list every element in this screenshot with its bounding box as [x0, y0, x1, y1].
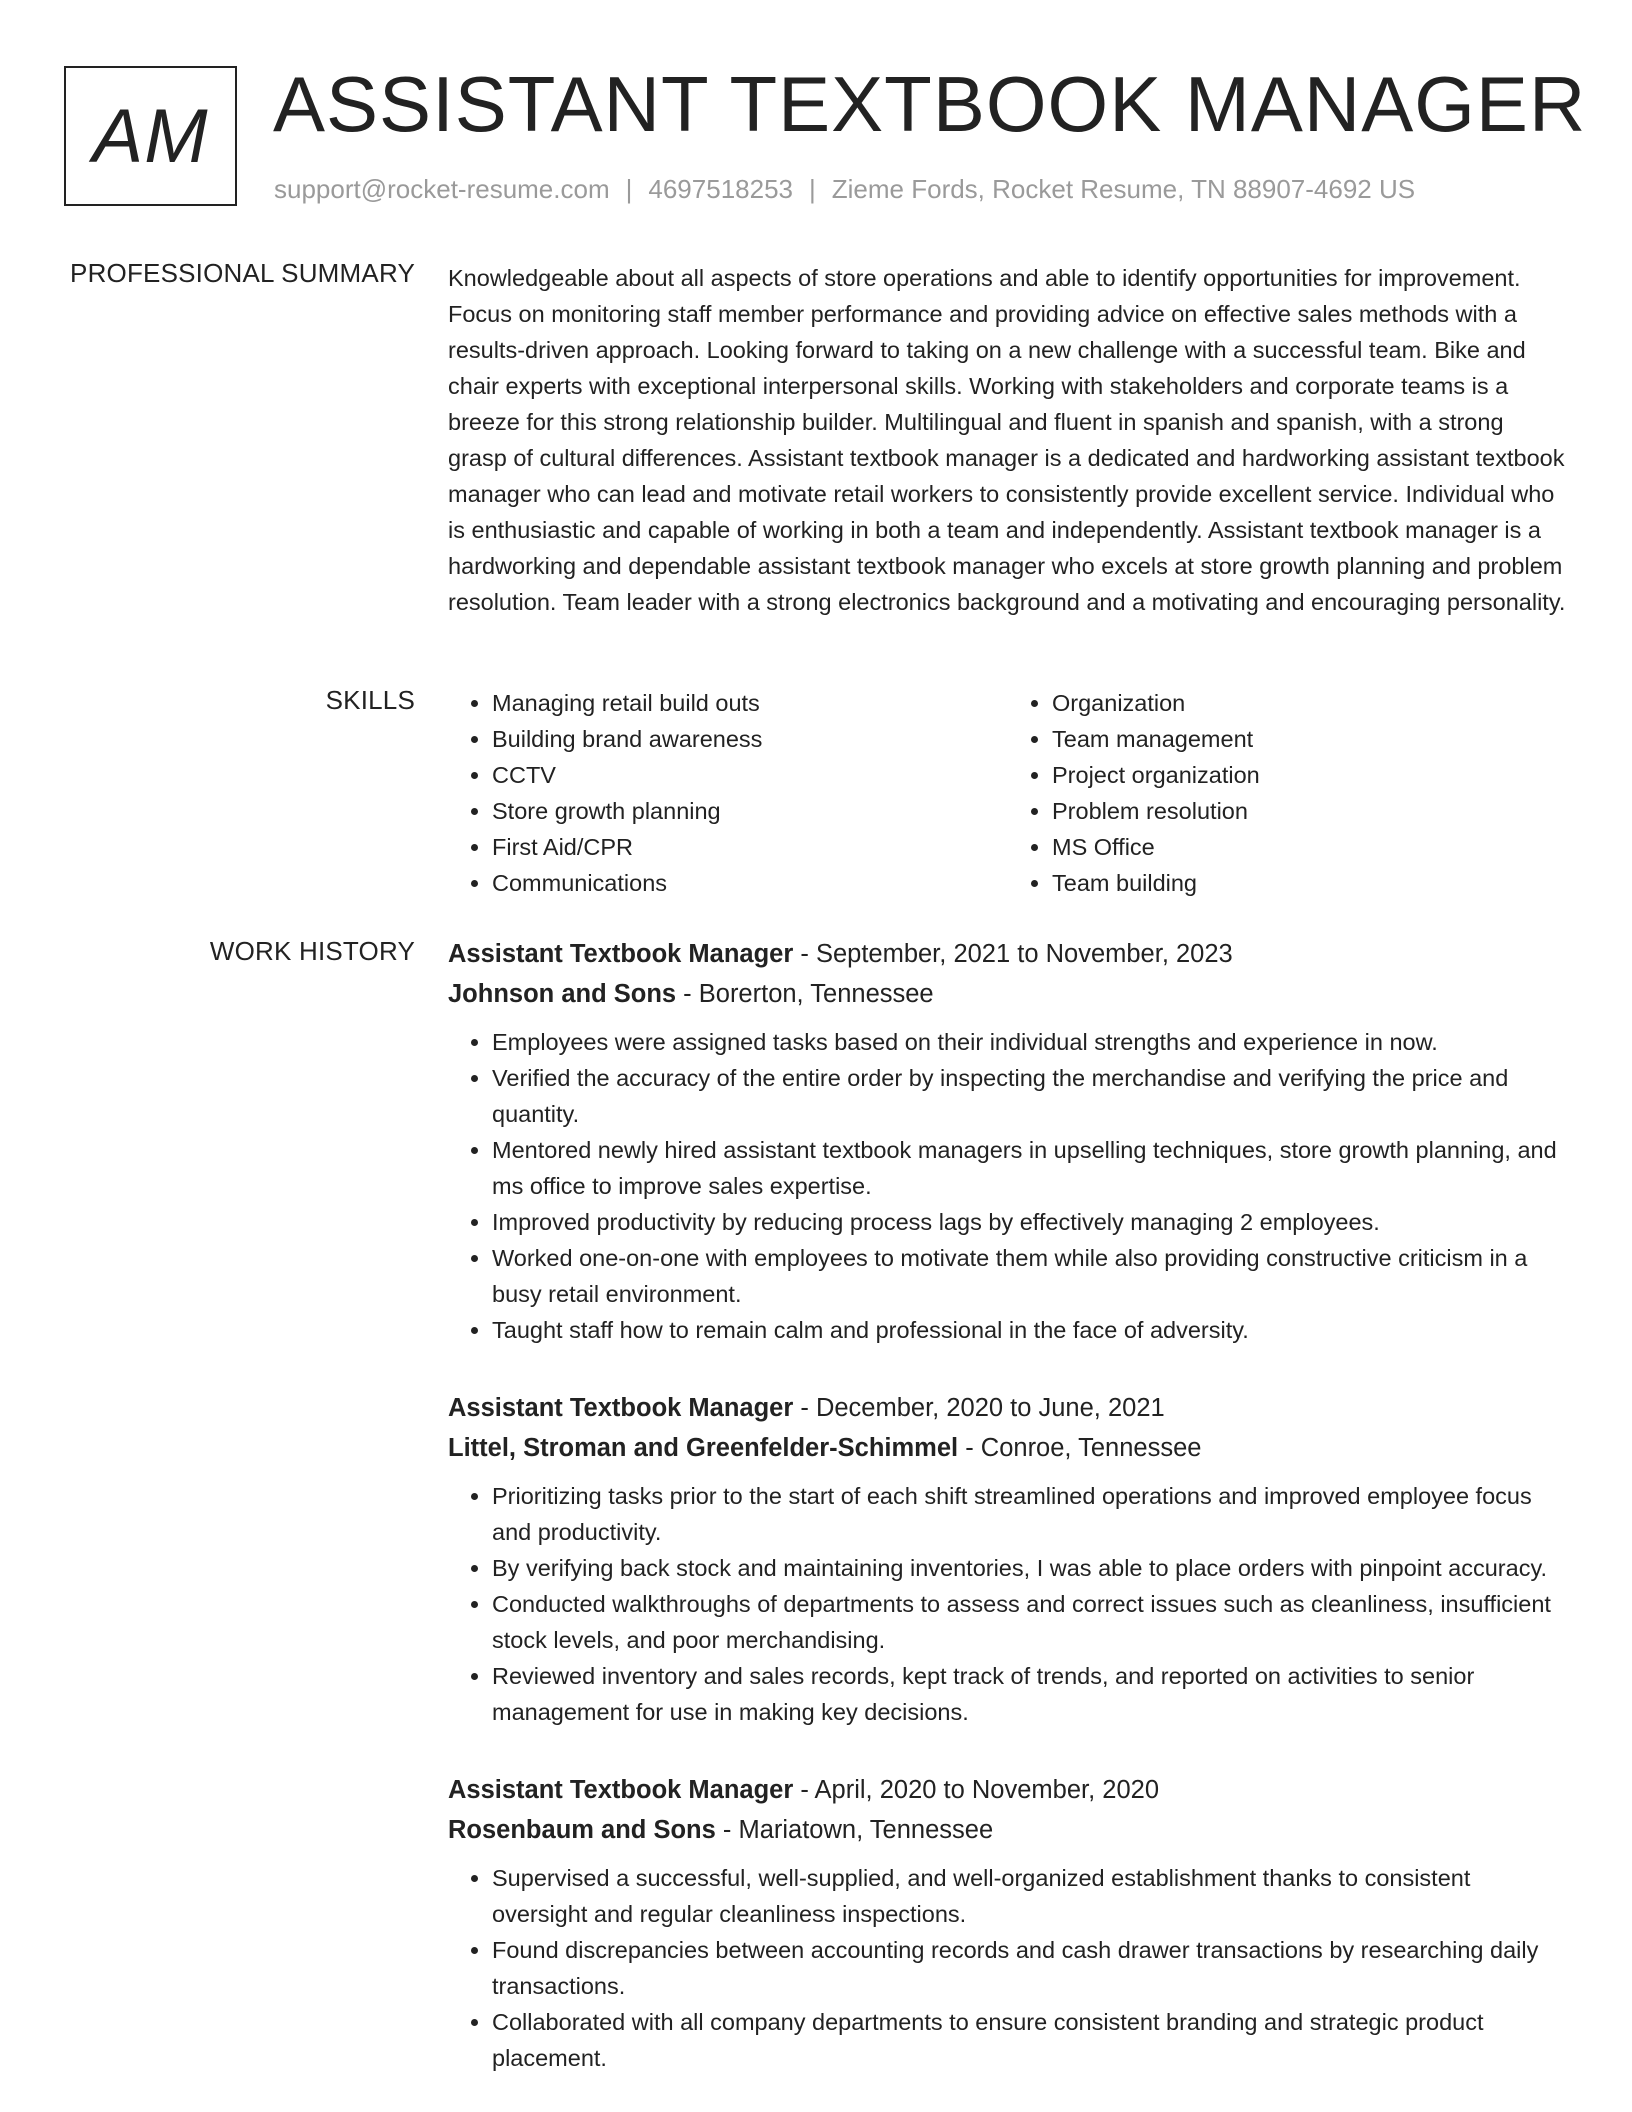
job-dates: - April, 2020 to November, 2020 [793, 1776, 1159, 1804]
job-bullet-item: • Reviewed inventory and sales records, kept track of trends, and reported on activities to senior management for use in making key decisions. [492, 1658, 1568, 1730]
job-bullet-item: • Mentored newly hired assistant textbook managers in upselling techniques, store growth planning, and ms office to improve sales expertise. [492, 1132, 1568, 1204]
job-company: Johnson and Sons [448, 980, 677, 1008]
job-bullet-item: • Prioritizing tasks prior to the start of each shift streamlined operations and improved employee focus and productivity. [492, 1478, 1568, 1550]
monogram-box [64, 66, 237, 206]
skill-item: • Communications [492, 865, 1008, 901]
skill-item: • Store growth planning [492, 793, 1008, 829]
job-company-line [448, 974, 1568, 1014]
contact-separator: | [625, 174, 633, 204]
skills-body [448, 685, 1568, 901]
job-title: Assistant Textbook Manager [448, 1776, 794, 1804]
job-company-line [448, 1428, 1568, 1468]
job-bullet-item: • Conducted walkthroughs of departments to assess and correct issues such as cleanliness, insufficient stock levels, and poor merchandising. [492, 1586, 1568, 1658]
job-bullet-item: • Improved productivity by reducing process lags by effectively managing 2 employees. [492, 1204, 1568, 1240]
job-location: - Mariatown, Tennessee [715, 1816, 994, 1844]
monogram-initials: AM [92, 93, 209, 179]
job-company: Littel, Stroman and Greenfelder-Schimmel [448, 1434, 959, 1462]
summary-body [448, 260, 1568, 620]
job-entry [448, 1388, 1568, 1730]
job-bullet-item: • By verifying back stock and maintaining inventories, I was able to place orders with pinpoint accuracy. [492, 1550, 1568, 1586]
skills-list-left [448, 685, 1008, 901]
contact-address: Zieme Fords, Rocket Resume, TN 88907-4692 US [831, 174, 1416, 204]
contact-email: support@rocket-resume.com [274, 174, 610, 204]
summary-paragraph: Knowledgeable about all aspects of store operations and able to identify opportunities for improvement. Focus on monitoring staff member performance and providing advice on effective sales methods with a results-driven approach. Looking forward to taking on a new challenge with a successful team. Bike and chair experts with exceptional interpersonal skills. Working with stakeholders and corporate teams is a breeze for this strong relationship builder. Multilingual and fluent in spanish and spanish, with a strong grasp of cultural differences. Assistant textbook manager is a dedicated and hardworking assistant textbook manager who can lead and motivate retail workers to consistently provide excellent service. Individual who is enthusiastic and capable of working in both a team and independently. Assistant textbook manager is a hardworking and dependable assistant textbook manager who excels at store growth planning and problem resolution. Team leader with a strong electronics background and a motivating and encouraging personality. [448, 265, 1566, 615]
section-heading-summary: PROFESSIONAL SUMMARY [70, 258, 415, 288]
job-bullet-item: • Verified the accuracy of the entire order by inspecting the merchandise and verifying the price and quantity. [492, 1060, 1568, 1132]
job-bullets [448, 1860, 1568, 2076]
section-heading-work-history: WORK HISTORY [209, 936, 415, 966]
resume-title: ASSISTANT TEXTBOOK MANAGER [273, 60, 1587, 148]
skill-item: • Organization [1052, 685, 1568, 721]
section-heading-skills: SKILLS [325, 685, 415, 715]
job-company-line [448, 1810, 1568, 1850]
job-bullet-item: • Taught staff how to remain calm and professional in the face of adversity. [492, 1312, 1568, 1348]
job-title-line [448, 934, 1568, 974]
job-bullets [448, 1024, 1568, 1348]
job-bullet-item: • Found discrepancies between accounting records and cash drawer transactions by researching daily transactions. [492, 1932, 1568, 2004]
job-location: - Conroe, Tennessee [958, 1434, 1202, 1462]
job-bullet-item: • Worked one-on-one with employees to motivate them while also providing constructive criticism in a busy retail environment. [492, 1240, 1568, 1312]
skill-item: • Problem resolution [1052, 793, 1568, 829]
job-bullet-item: • Supervised a successful, well-supplied, and well-organized establishment thanks to consistent oversight and regular cleanliness inspections. [492, 1860, 1568, 1932]
skill-item: • Project organization [1052, 757, 1568, 793]
skill-item: • Team building [1052, 865, 1568, 901]
contact-phone: 4697518253 [648, 174, 793, 204]
job-dates: - September, 2021 to November, 2023 [793, 940, 1233, 968]
job-title: Assistant Textbook Manager [448, 940, 794, 968]
work-history-body [448, 934, 1568, 2112]
job-location: - Borerton, Tennessee [676, 980, 934, 1008]
skill-item: • First Aid/CPR [492, 829, 1008, 865]
contact-line [274, 174, 1415, 205]
job-entry [448, 1770, 1568, 2076]
skill-item: • Managing retail build outs [492, 685, 1008, 721]
job-dates: - December, 2020 to June, 2021 [793, 1394, 1165, 1422]
job-company: Rosenbaum and Sons [448, 1816, 716, 1844]
skill-item: • MS Office [1052, 829, 1568, 865]
job-bullet-item: • Collaborated with all company departments to ensure consistent branding and strategic product placement. [492, 2004, 1568, 2076]
job-bullet-item: • Employees were assigned tasks based on their individual strengths and experience in now. [492, 1024, 1568, 1060]
skills-list-right [1008, 685, 1568, 901]
job-bullets [448, 1478, 1568, 1730]
job-title-line [448, 1770, 1568, 1810]
job-title: Assistant Textbook Manager [448, 1394, 794, 1422]
contact-separator: | [809, 174, 816, 204]
job-title-line [448, 1388, 1568, 1428]
skill-item: • Building brand awareness [492, 721, 1008, 757]
job-entry [448, 934, 1568, 1348]
skill-item: • Team management [1052, 721, 1568, 757]
skills-columns [448, 685, 1568, 901]
skill-item: • CCTV [492, 757, 1008, 793]
